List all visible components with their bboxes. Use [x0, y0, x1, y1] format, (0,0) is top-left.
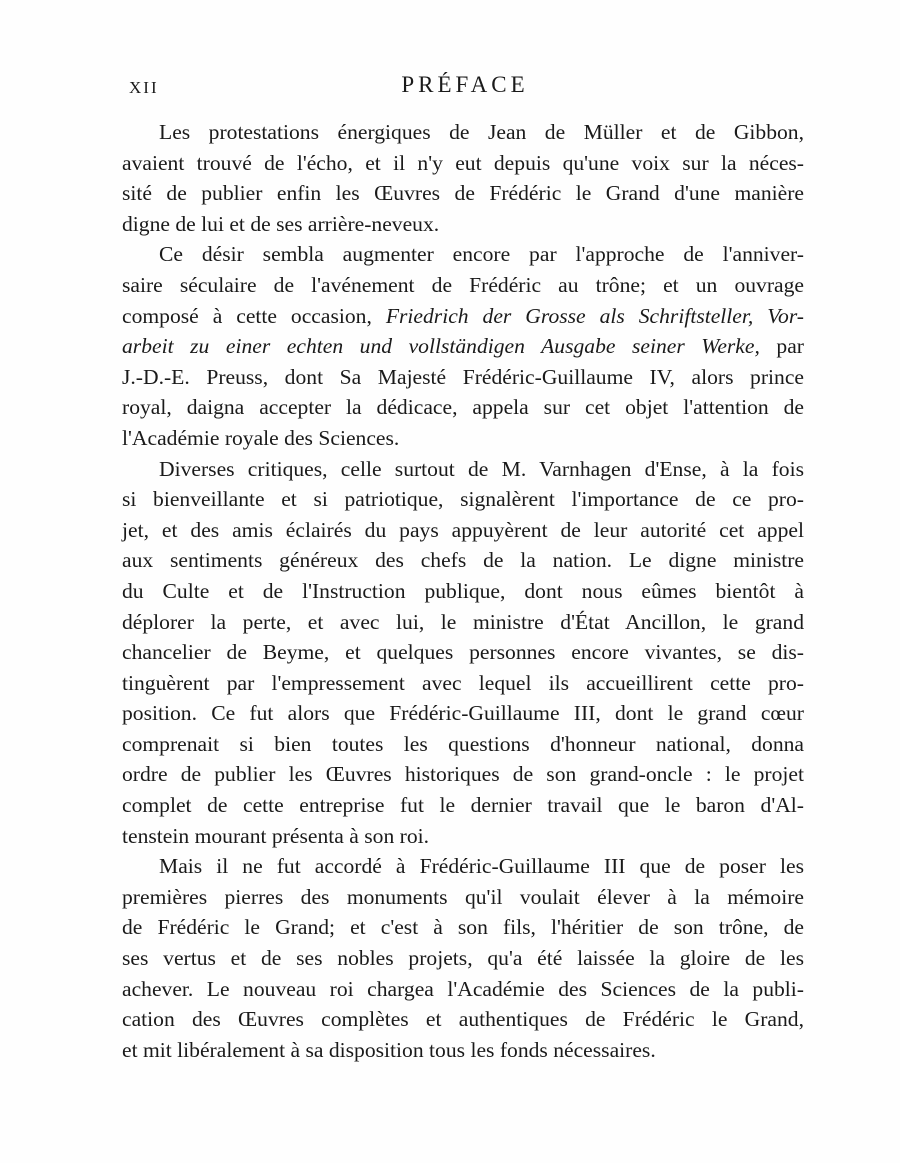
- book-title-italic: arbeit zu einer echten und vollständigen Ausgabe seiner Werke,: [122, 334, 760, 359]
- paragraph-4: [122, 851, 804, 1065]
- text-line: [122, 331, 804, 362]
- text-line: digne de lui et de ses arrière-neveux.: [122, 211, 440, 236]
- text-line: du Culte et de l'Instruction publique, dont nous eûmes bientôt à: [122, 578, 804, 603]
- paragraph-1: [122, 117, 804, 239]
- paragraph-3: [122, 454, 804, 852]
- text-line: position. Ce fut alors que Frédéric-Guillaume III, dont le grand cœur: [122, 701, 804, 726]
- text-line: tinguèrent par l'empressement avec lequel ils accueillirent cette pro-: [122, 670, 804, 695]
- text-line: achever. Le nouveau roi chargea l'Académie des Sciences de la publi-: [122, 976, 804, 1001]
- body-text: [122, 117, 804, 1065]
- text-line: [122, 301, 804, 332]
- text-line: sité de publier enfin les Œuvres de Frédéric le Grand d'une manière: [122, 181, 804, 206]
- text-line: Diverses critiques, celle surtout de M. Varnhagen d'Ense, à la fois: [159, 456, 804, 481]
- text-line: avaient trouvé de l'écho, et il n'y eut depuis qu'une voix sur la néces-: [122, 150, 804, 175]
- text-line: Les protestations énergiques de Jean de Müller et de Gibbon,: [159, 120, 804, 144]
- text-line: royal, daigna accepter la dédicace, appela sur cet objet l'attention de: [122, 395, 804, 420]
- text-line: ordre de publier les Œuvres historiques de son grand-oncle : le projet: [122, 762, 804, 787]
- paragraph-2: [122, 239, 804, 453]
- running-head: [125, 72, 805, 104]
- book-title-italic: Friedrich der Grosse als Schriftsteller, Vor-: [385, 303, 804, 328]
- text-line: saire séculaire de l'avénement de Frédéric au trône; et un ouvrage: [122, 272, 804, 297]
- text-line: et mit libéralement à sa disposition tous les fonds nécessaires.: [122, 1037, 656, 1062]
- text-line: tenstein mourant présenta à son roi.: [122, 823, 430, 848]
- text-run: composé à cette occasion,: [122, 303, 386, 328]
- text-line: aux sentiments généreux des chefs de la nation. Le digne ministre: [122, 548, 804, 573]
- text-line: si bienveillante et si patriotique, signalèrent l'importance de ce pro-: [122, 487, 804, 512]
- text-line: comprenait si bien toutes les questions d'honneur national, donna: [122, 731, 804, 756]
- text-line: Mais il ne fut accordé à Frédéric-Guillaume III que de poser les: [159, 854, 804, 879]
- text-line: ses vertus et de ses nobles projets, qu'a été laissée la gloire de les: [122, 946, 804, 971]
- text-line: l'Académie royale des Sciences.: [122, 425, 400, 450]
- page-title: PRÉFACE: [401, 72, 529, 97]
- text-line: déplorer la perte, et avec lui, le ministre d'État Ancillon, le grand: [122, 609, 804, 634]
- text-line: complet de cette entreprise fut le dernier travail que le baron d'Al-: [122, 793, 804, 818]
- text-line: de Frédéric le Grand; et c'est à son fils, l'héritier de son trône, de: [122, 915, 804, 940]
- text-line: jet, et des amis éclairés du pays appuyèrent de leur autorité cet appel: [122, 517, 804, 542]
- text-line: premières pierres des monuments qu'il voulait élever à la mémoire: [122, 884, 804, 909]
- text-line: J.-D.-E. Preuss, dont Sa Majesté Frédéric-Guillaume IV, alors prince: [122, 364, 804, 389]
- text-line: chancelier de Beyme, et quelques personnes encore vivantes, se dis-: [122, 640, 804, 665]
- text-line: cation des Œuvres complètes et authentiques de Frédéric le Grand,: [122, 1007, 804, 1032]
- page-number: XII: [129, 78, 159, 97]
- text-run: par: [759, 334, 804, 359]
- text-line: Ce désir sembla augmenter encore par l'approche de l'anniver-: [159, 242, 804, 267]
